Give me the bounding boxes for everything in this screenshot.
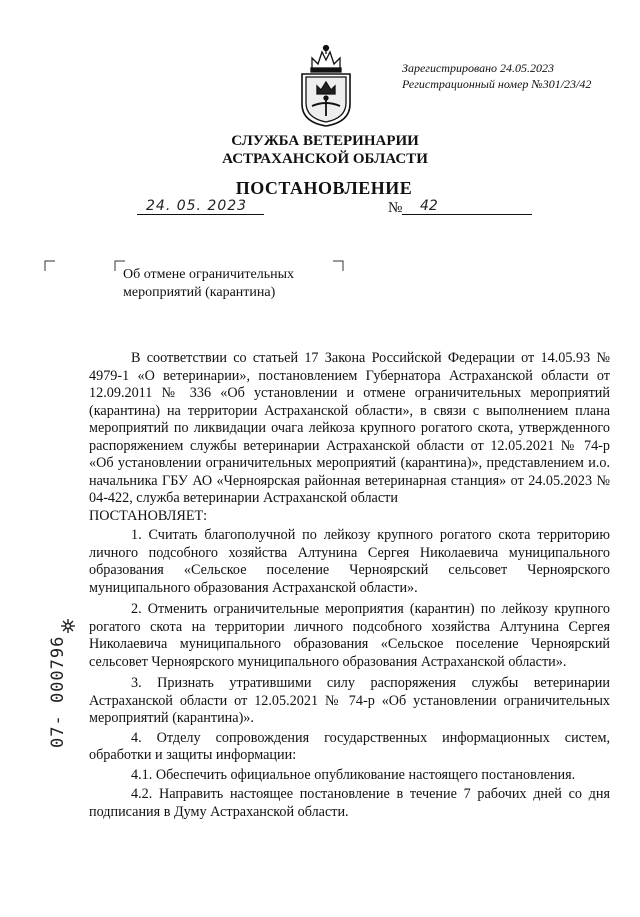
document-subject (123, 266, 294, 302)
clause-2: 2. Отменить ограничительные мероприятия (карантин) по лейкозу крупного рогатого скота на территории личного подсобного хозяйства Алтунина Сергея Николаевича муниципального образования «Сельское поселение Черноярский сельсовет Черноярского муниципального образования Астраханской области». (89, 601, 610, 670)
corner-mark-left (44, 260, 56, 272)
clause-4: 4. Отделу сопровождения государственных информационных систем, обработки и защиты информации: (89, 729, 610, 763)
document-body (89, 350, 610, 821)
clause-4-2: 4.2. Направить настоящее постановление в течение 7 рабочих дней со дня подписания в Думу Астраханской области. (89, 786, 610, 820)
coat-of-arms-emblem (298, 42, 354, 128)
agency-name (0, 132, 640, 168)
document-date: 24. 05. 2023 (146, 198, 248, 214)
subject-line-1: Об отмене ограничительных (123, 267, 295, 282)
registration-number: Регистрационный номер №301/23/42 (402, 77, 592, 91)
agency-line-1: СЛУЖБА ВЕТЕРИНАРИИ (231, 133, 419, 149)
preamble-paragraph: В соответствии со статьей 17 Закона Российской Федерации от 14.05.93 № 4979-1 «О ветеринарии», постановлением Губернатора Астраханской области от 12.09.2011 № 336 «Об установлении и отмене ограничительных мероприятий (карантина) на территории Астраханской области», в связи с выполнением плана мероприятий по ликвидации очага лейкоза крупного рогатого скота, утвержденного распоряжением службы ветеринарии Астраханской области от 12.05.2021 № 74-р «Об установлении ограничительных мероприятий (карантина)», представлением и.о. начальника ГБУ АО «Черноярская районная ветеринарная станция» от 24.05.2023 № 04-422, служба ветеринарии Астраханской области (89, 350, 610, 506)
star-mark-icon (60, 618, 76, 634)
number-label: № (388, 200, 403, 216)
clause-3: 3. Признать утратившими силу распоряжения службы ветеринарии Астраханской области от 12.05.2021 № 74-р «Об установлении ограничительных мероприятий (карантина)». (89, 675, 610, 726)
registration-date: Зарегистрировано 24.05.2023 (402, 61, 555, 75)
subject-line-2: мероприятий (карантина) (123, 285, 276, 300)
agency-line-2: АСТРАХАНСКОЙ ОБЛАСТИ (222, 151, 428, 167)
clause-4-1: 4.1. Обеспечить официальное опубликование настоящего постановления. (131, 766, 576, 783)
date-underline (137, 214, 264, 215)
registration-note (402, 60, 591, 92)
side-serial-number: 07- 000796 (48, 635, 68, 748)
subject-corner-right (332, 260, 344, 272)
number-underline (402, 214, 532, 215)
resolves-heading: ПОСТАНОВЛЯЕТ: (89, 507, 208, 524)
clause-1: 1. Считать благополучной по лейкозу крупного рогатого скота территорию личного подсобного хозяйства Алтунина Сергея Николаевича муниципального образования «Сельское поселение Черноярский сельсовет Черноярского муниципального образования Астраханской области». (89, 527, 610, 596)
document-title: ПОСТАНОВЛЕНИЕ (235, 178, 413, 198)
document-number: 42 (420, 198, 438, 214)
